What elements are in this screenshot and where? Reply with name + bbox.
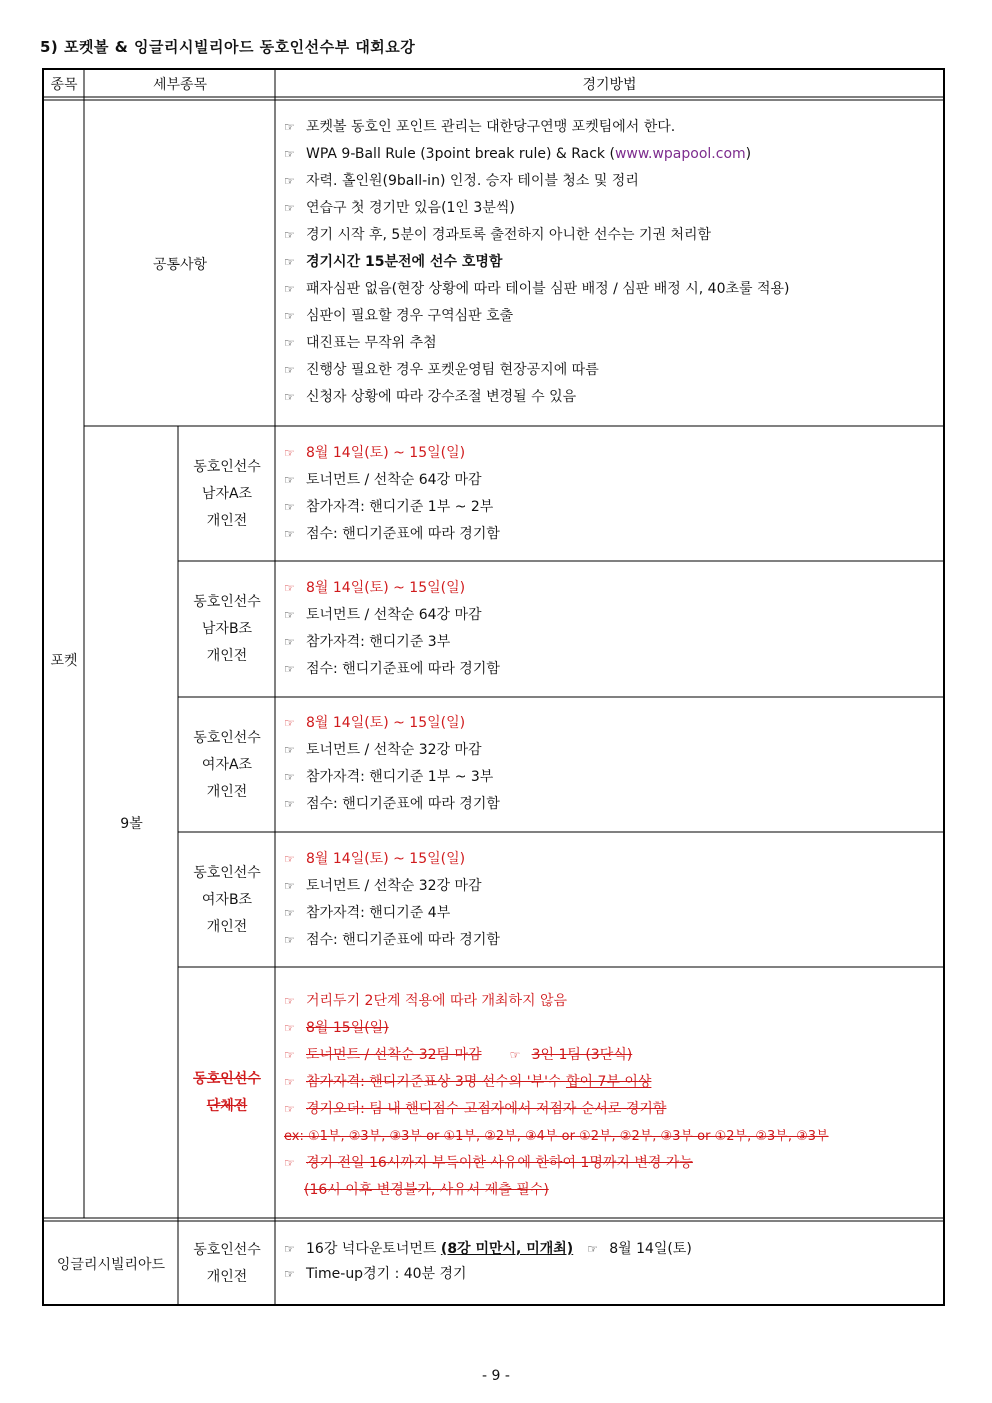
list-item: ☞ 연습구 첫 경기만 있음(1인 3분씩) xyxy=(284,195,790,222)
event-rules-team xyxy=(284,988,829,1204)
list-item: ☞ 점수: 핸디기준표에 따라 경기함 xyxy=(284,927,500,954)
page-number: - 9 - xyxy=(482,1368,510,1384)
list-item: (16시 이후 변경불가, 사유서 제출 필수) xyxy=(304,1182,549,1198)
pointing-hand-icon: ☞ xyxy=(284,1075,295,1089)
pointing-hand-icon: ☞ xyxy=(284,174,295,188)
event-rules-women-a xyxy=(284,710,500,818)
cancel-notice: ☞ 거리두기 2단계 적용에 따라 개최하지 않음 xyxy=(284,988,829,1015)
pointing-hand-icon: ☞ xyxy=(284,994,295,1008)
pointing-hand-icon: ☞ xyxy=(284,228,295,242)
pointing-hand-icon: ☞ xyxy=(284,879,295,893)
event-date: ☞ 8월 14일(토) ~ 15일(일) xyxy=(284,710,500,737)
section-title: 5) 포켓볼 & 잉글리시빌리아드 동호인선수부 대회요강 xyxy=(40,38,416,56)
pointing-hand-icon: ☞ xyxy=(284,852,295,866)
list-item: ☞ 자력. 홀인원(9ball-in) 인정. 승자 테이블 청소 및 정리 xyxy=(284,168,790,195)
event-rules-english xyxy=(284,1237,692,1287)
category-pocket: 포켓 xyxy=(50,652,78,669)
pointing-hand-icon: ☞ xyxy=(284,390,295,404)
list-item: ☞ 점수: 핸디기준표에 따라 경기함 xyxy=(284,521,500,548)
list-item: ☞ 16강 넉다운토너먼트 (8강 미만시, 미개최) ☞ 8월 14일(토) xyxy=(284,1237,692,1262)
event-name-team: 동호인선수 단체전 xyxy=(193,1071,261,1114)
common-rules-label: 공통사항 xyxy=(152,256,208,273)
pointing-hand-icon: ☞ xyxy=(284,770,295,784)
list-item: ☞ 참가자격: 핸디기준 3부 xyxy=(284,629,500,656)
list-item: ☞ 포켓볼 동호인 포인트 관리는 대한당구연맹 포켓팀에서 한다. xyxy=(284,114,790,141)
event-name-men-a: 동호인선수 남자A조 개인전 xyxy=(193,458,261,529)
header-method: 경기방법 xyxy=(582,76,637,93)
list-item: ☞ 점수: 핸디기준표에 따라 경기함 xyxy=(284,656,500,683)
list-item: ☞ 신청자 상황에 따라 강수조절 변경될 수 있음 xyxy=(284,384,790,411)
pointing-hand-icon: ☞ xyxy=(284,363,295,377)
pointing-hand-icon: ☞ xyxy=(284,282,295,296)
list-item: ☞ 경기오더: 팀 내 핸디점수 고점자에서 저점자 순서로 경기함 xyxy=(284,1096,829,1123)
list-item: ☞ 8월 15일(일) xyxy=(284,1015,829,1042)
wpa-link[interactable]: www.wpapool.com xyxy=(614,146,746,162)
pointing-hand-icon: ☞ xyxy=(284,906,295,920)
event-name-men-b: 동호인선수 남자B조 개인전 xyxy=(193,594,261,664)
category-english-billiards: 잉글리시빌리아드 xyxy=(56,1256,166,1273)
pointing-hand-icon: ☞ xyxy=(284,255,295,269)
list-item: ☞ 참가자격: 핸디기준표상 3명 선수의 '부'수 합이 7부 이상 xyxy=(284,1069,829,1096)
event-name-english: 동호인선수 개인전 xyxy=(193,1241,261,1285)
common-rules xyxy=(284,114,790,411)
pointing-hand-icon: ☞ xyxy=(284,500,295,514)
list-item: ☞ 심판이 필요할 경우 구역심판 호출 xyxy=(284,303,790,330)
pointing-hand-icon: ☞ xyxy=(284,1267,295,1281)
event-name-women-b: 동호인선수 여자B조 개인전 xyxy=(193,864,261,935)
pointing-hand-icon: ☞ xyxy=(587,1242,598,1256)
pointing-hand-icon: ☞ xyxy=(284,1102,295,1116)
pointing-hand-icon: ☞ xyxy=(284,120,295,134)
pointing-hand-icon: ☞ xyxy=(284,743,295,757)
list-item: ☞ 참가자격: 핸디기준 1부 ~ 2부 xyxy=(284,494,500,521)
pointing-hand-icon: ☞ xyxy=(284,446,295,460)
pointing-hand-icon: ☞ xyxy=(284,581,295,595)
pointing-hand-icon: ☞ xyxy=(284,336,295,350)
header-sub-event: 세부종목 xyxy=(152,76,208,93)
list-item: ☞ 대진표는 무작위 추첨 xyxy=(284,330,790,357)
list-item: ☞ WPA 9-Ball Rule (3point break rule) & Rack (www.wpapool.com) xyxy=(284,141,790,168)
list-item: ☞ 경기시간 15분전에 선수 호명함 xyxy=(284,249,790,276)
list-item: ☞ 토너먼트 / 선착순 32강 마감 xyxy=(284,873,500,900)
pointing-hand-icon: ☞ xyxy=(284,797,295,811)
event-date: ☞ 8월 14일(토) ~ 15일(일) xyxy=(284,846,500,873)
pointing-hand-icon: ☞ xyxy=(284,147,295,161)
list-item: ☞ 토너먼트 / 선착순 64강 마감 xyxy=(284,602,500,629)
list-item: ☞ 경기 전일 16시까지 부득이한 사유에 한하여 1명까지 변경 가능 xyxy=(284,1150,829,1177)
pointing-hand-icon: ☞ xyxy=(284,1156,295,1170)
pointing-hand-icon: ☞ xyxy=(284,1048,295,1062)
list-item: ☞ 진행상 필요한 경우 포켓운영팀 현장공지에 따름 xyxy=(284,357,790,384)
pointing-hand-icon: ☞ xyxy=(284,635,295,649)
header-category: 종목 xyxy=(50,76,78,93)
pointing-hand-icon: ☞ xyxy=(284,662,295,676)
event-rules-women-b xyxy=(284,846,500,954)
pointing-hand-icon: ☞ xyxy=(284,309,295,323)
list-item: ☞ 경기 시작 후, 5분이 경과토록 출전하지 아니한 선수는 기권 처리함 xyxy=(284,222,790,249)
pointing-hand-icon: ☞ xyxy=(284,1021,295,1035)
list-item: ☞ 패자심판 없음(현장 상황에 따라 테이블 심판 배정 / 심판 배정 시, 40초룰 적용) xyxy=(284,276,790,303)
list-item: ☞ 토너먼트 / 선착순 32팀 마감 ☞ 3인 1팀 (3단식) xyxy=(284,1042,829,1069)
pointing-hand-icon: ☞ xyxy=(509,1048,521,1062)
pointing-hand-icon: ☞ xyxy=(284,473,295,487)
pointing-hand-icon: ☞ xyxy=(284,201,295,215)
pointing-hand-icon: ☞ xyxy=(284,608,295,622)
event-name-women-a: 동호인선수 여자A조 개인전 xyxy=(193,729,261,800)
list-item: ☞ 참가자격: 핸디기준 1부 ~ 3부 xyxy=(284,764,500,791)
pointing-hand-icon: ☞ xyxy=(284,527,295,541)
list-item: ☞ 토너먼트 / 선착순 64강 마감 xyxy=(284,467,500,494)
pointing-hand-icon: ☞ xyxy=(284,716,295,730)
nine-ball-label: 9볼 xyxy=(120,815,143,832)
list-item: ☞ 토너먼트 / 선착순 32강 마감 xyxy=(284,737,500,764)
list-item: ex: ①1부, ②3부, ③3부 or ①1부, ②2부, ③4부 or ①2부, ②2부, ③3부 or ①2부, ②3부, ③3부 xyxy=(284,1129,829,1144)
pointing-hand-icon: ☞ xyxy=(284,933,295,947)
pointing-hand-icon: ☞ xyxy=(284,1242,295,1256)
event-date: ☞ 8월 14일(토) ~ 15일(일) xyxy=(284,440,500,467)
list-item: ☞ 참가자격: 핸디기준 4부 xyxy=(284,900,500,927)
event-date: ☞ 8월 14일(토) ~ 15일(일) xyxy=(284,575,500,602)
list-item: ☞ Time-up경기 : 40분 경기 xyxy=(284,1262,692,1287)
event-rules-men-a xyxy=(284,440,500,548)
list-item: ☞ 점수: 핸디기준표에 따라 경기함 xyxy=(284,791,500,818)
event-rules-men-b xyxy=(284,575,500,683)
